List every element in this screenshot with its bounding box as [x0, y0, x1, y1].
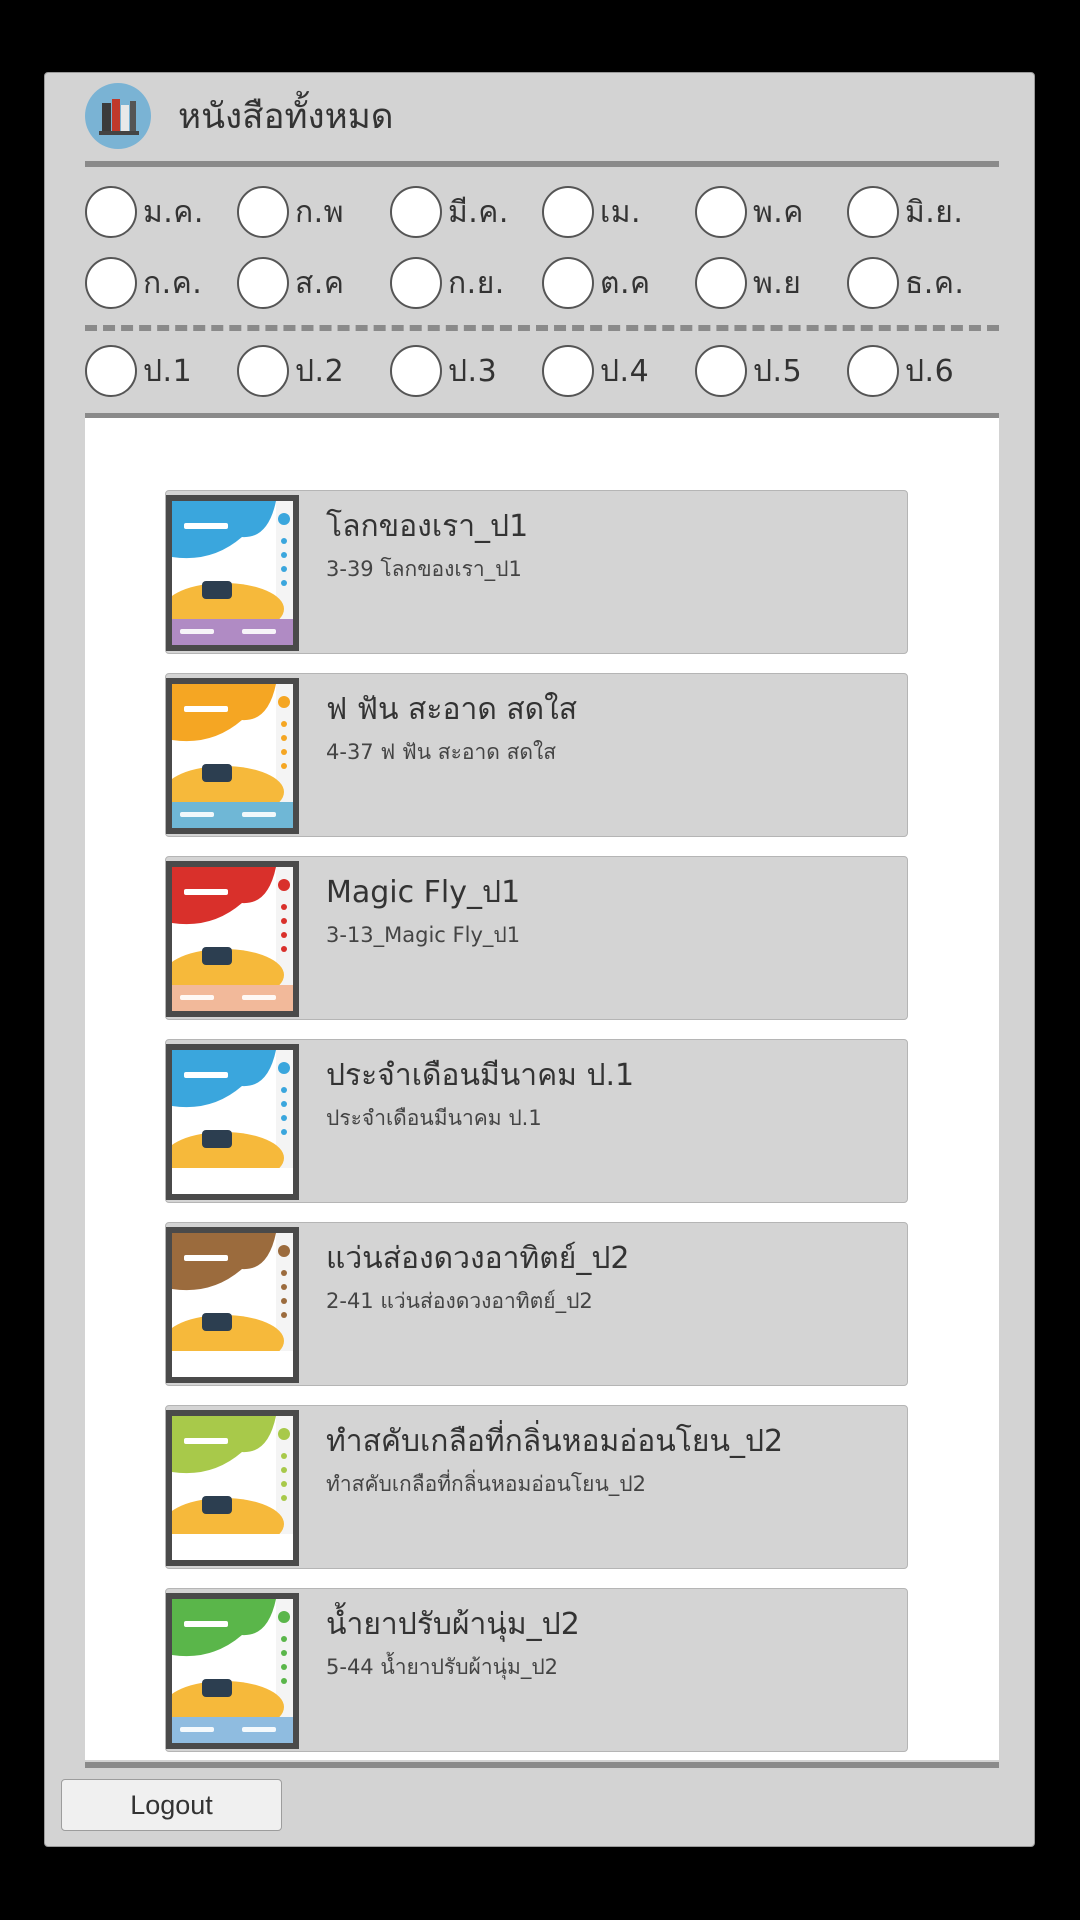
- book-subtitle: 3-39 โลกของเรา_ป1: [326, 557, 522, 581]
- month-filter-row-2: [85, 255, 999, 311]
- radio-button[interactable]: [542, 345, 594, 397]
- grade-radio-1[interactable]: [85, 343, 192, 399]
- book-title: ประจำเดือนมีนาคม ป.1: [326, 1058, 635, 1093]
- cover-art: [172, 867, 293, 1011]
- book-title: ทำสคับเกลือที่กลิ่นหอมอ่อนโยน_ป2: [326, 1424, 784, 1459]
- grade-radio-4[interactable]: [542, 343, 649, 399]
- radio-button[interactable]: [85, 257, 137, 309]
- radio-label: ม.ค.: [143, 194, 204, 230]
- book-title: ฟ ฟัน สะอาด สดใส: [326, 692, 578, 727]
- radio-button[interactable]: [847, 186, 899, 238]
- cover-art: [172, 684, 293, 828]
- book-item[interactable]: [165, 490, 908, 654]
- grade-radio-6[interactable]: [847, 343, 954, 399]
- book-subtitle: 3-13_Magic Fly_ป1: [326, 923, 521, 947]
- books-icon: [85, 83, 151, 149]
- cover-art: [172, 501, 293, 645]
- radio-label: ป.4: [600, 353, 650, 389]
- book-subtitle: ประจำเดือนมีนาคม ป.1: [326, 1106, 542, 1130]
- month-radio-jun[interactable]: [847, 184, 963, 240]
- book-subtitle: 5-44 น้ำยาปรับผ้านุ่ม_ป2: [326, 1655, 559, 1679]
- radio-button[interactable]: [85, 345, 137, 397]
- divider: [85, 161, 999, 167]
- radio-button[interactable]: [695, 186, 747, 238]
- radio-button[interactable]: [85, 186, 137, 238]
- book-item[interactable]: [165, 1039, 908, 1203]
- book-item[interactable]: [165, 1588, 908, 1752]
- book-item[interactable]: [165, 673, 908, 837]
- radio-button[interactable]: [390, 186, 442, 238]
- radio-button[interactable]: [542, 257, 594, 309]
- book-cover: [166, 1227, 299, 1383]
- book-cover: [166, 861, 299, 1017]
- month-radio-feb[interactable]: [237, 184, 344, 240]
- radio-label: ป.6: [905, 353, 955, 389]
- radio-label: พ.ค: [753, 194, 804, 230]
- book-cover: [166, 1593, 299, 1749]
- cover-art: [172, 1233, 293, 1377]
- radio-button[interactable]: [237, 186, 289, 238]
- radio-button[interactable]: [847, 257, 899, 309]
- grade-radio-5[interactable]: [695, 343, 802, 399]
- logout-button[interactable]: Logout: [61, 1779, 282, 1831]
- radio-button[interactable]: [542, 186, 594, 238]
- book-subtitle: 2-41 แว่นส่องดวงอาทิตย์_ป2: [326, 1289, 593, 1313]
- grade-filter-row: [85, 343, 999, 399]
- book-item[interactable]: [165, 1405, 908, 1569]
- book-title: โลกของเรา_ป1: [326, 509, 529, 544]
- main-panel: [44, 72, 1035, 1847]
- book-title: แว่นส่องดวงอาทิตย์_ป2: [326, 1241, 630, 1276]
- month-radio-may[interactable]: [695, 184, 804, 240]
- radio-label: ก.ค.: [143, 265, 203, 301]
- book-item[interactable]: [165, 1222, 908, 1386]
- radio-button[interactable]: [390, 345, 442, 397]
- radio-label: มิ.ย.: [905, 194, 964, 230]
- radio-button[interactable]: [695, 345, 747, 397]
- month-filter-row-1: [85, 184, 999, 240]
- dashed-divider: [85, 325, 999, 331]
- radio-button[interactable]: [847, 345, 899, 397]
- radio-button[interactable]: [695, 257, 747, 309]
- month-radio-apr[interactable]: [542, 184, 641, 240]
- radio-label: ป.3: [448, 353, 498, 389]
- month-radio-jul[interactable]: [85, 255, 202, 311]
- radio-label: พ.ย: [753, 265, 802, 301]
- grade-radio-3[interactable]: [390, 343, 497, 399]
- month-radio-sep[interactable]: [390, 255, 505, 311]
- book-item[interactable]: [165, 856, 908, 1020]
- cover-art: [172, 1050, 293, 1194]
- radio-label: ก.พ: [295, 194, 344, 230]
- radio-label: มี.ค.: [448, 194, 509, 230]
- radio-button[interactable]: [237, 345, 289, 397]
- book-title: Magic Fly_ป1: [326, 875, 521, 910]
- divider: [85, 1762, 999, 1768]
- radio-button[interactable]: [390, 257, 442, 309]
- radio-label: ธ.ค.: [905, 265, 965, 301]
- book-subtitle: 4-37 ฟ ฟัน สะอาด สดใส: [326, 740, 557, 764]
- book-list[interactable]: [85, 418, 999, 1760]
- grade-radio-2[interactable]: [237, 343, 344, 399]
- radio-label: ต.ค: [600, 265, 651, 301]
- cover-art: [172, 1416, 293, 1560]
- month-radio-oct[interactable]: [542, 255, 651, 311]
- radio-label: ก.ย.: [448, 265, 505, 301]
- header: [85, 83, 394, 149]
- book-cover: [166, 495, 299, 651]
- book-cover: [166, 678, 299, 834]
- month-radio-jan[interactable]: [85, 184, 204, 240]
- radio-label: ส.ค: [295, 265, 345, 301]
- radio-button[interactable]: [237, 257, 289, 309]
- page-title: หนังสือทั้งหมด: [178, 96, 394, 137]
- book-cover: [166, 1044, 299, 1200]
- month-radio-dec[interactable]: [847, 255, 964, 311]
- book-cover: [166, 1410, 299, 1566]
- month-radio-aug[interactable]: [237, 255, 344, 311]
- book-title: น้ำยาปรับผ้านุ่ม_ป2: [326, 1607, 580, 1642]
- cover-art: [172, 1599, 293, 1743]
- radio-label: เม.: [600, 194, 642, 230]
- book-subtitle: ทำสคับเกลือที่กลิ่นหอมอ่อนโยน_ป2: [326, 1472, 646, 1496]
- radio-label: ป.1: [143, 353, 193, 389]
- month-radio-nov[interactable]: [695, 255, 801, 311]
- radio-label: ป.2: [295, 353, 345, 389]
- radio-label: ป.5: [753, 353, 803, 389]
- month-radio-mar[interactable]: [390, 184, 509, 240]
